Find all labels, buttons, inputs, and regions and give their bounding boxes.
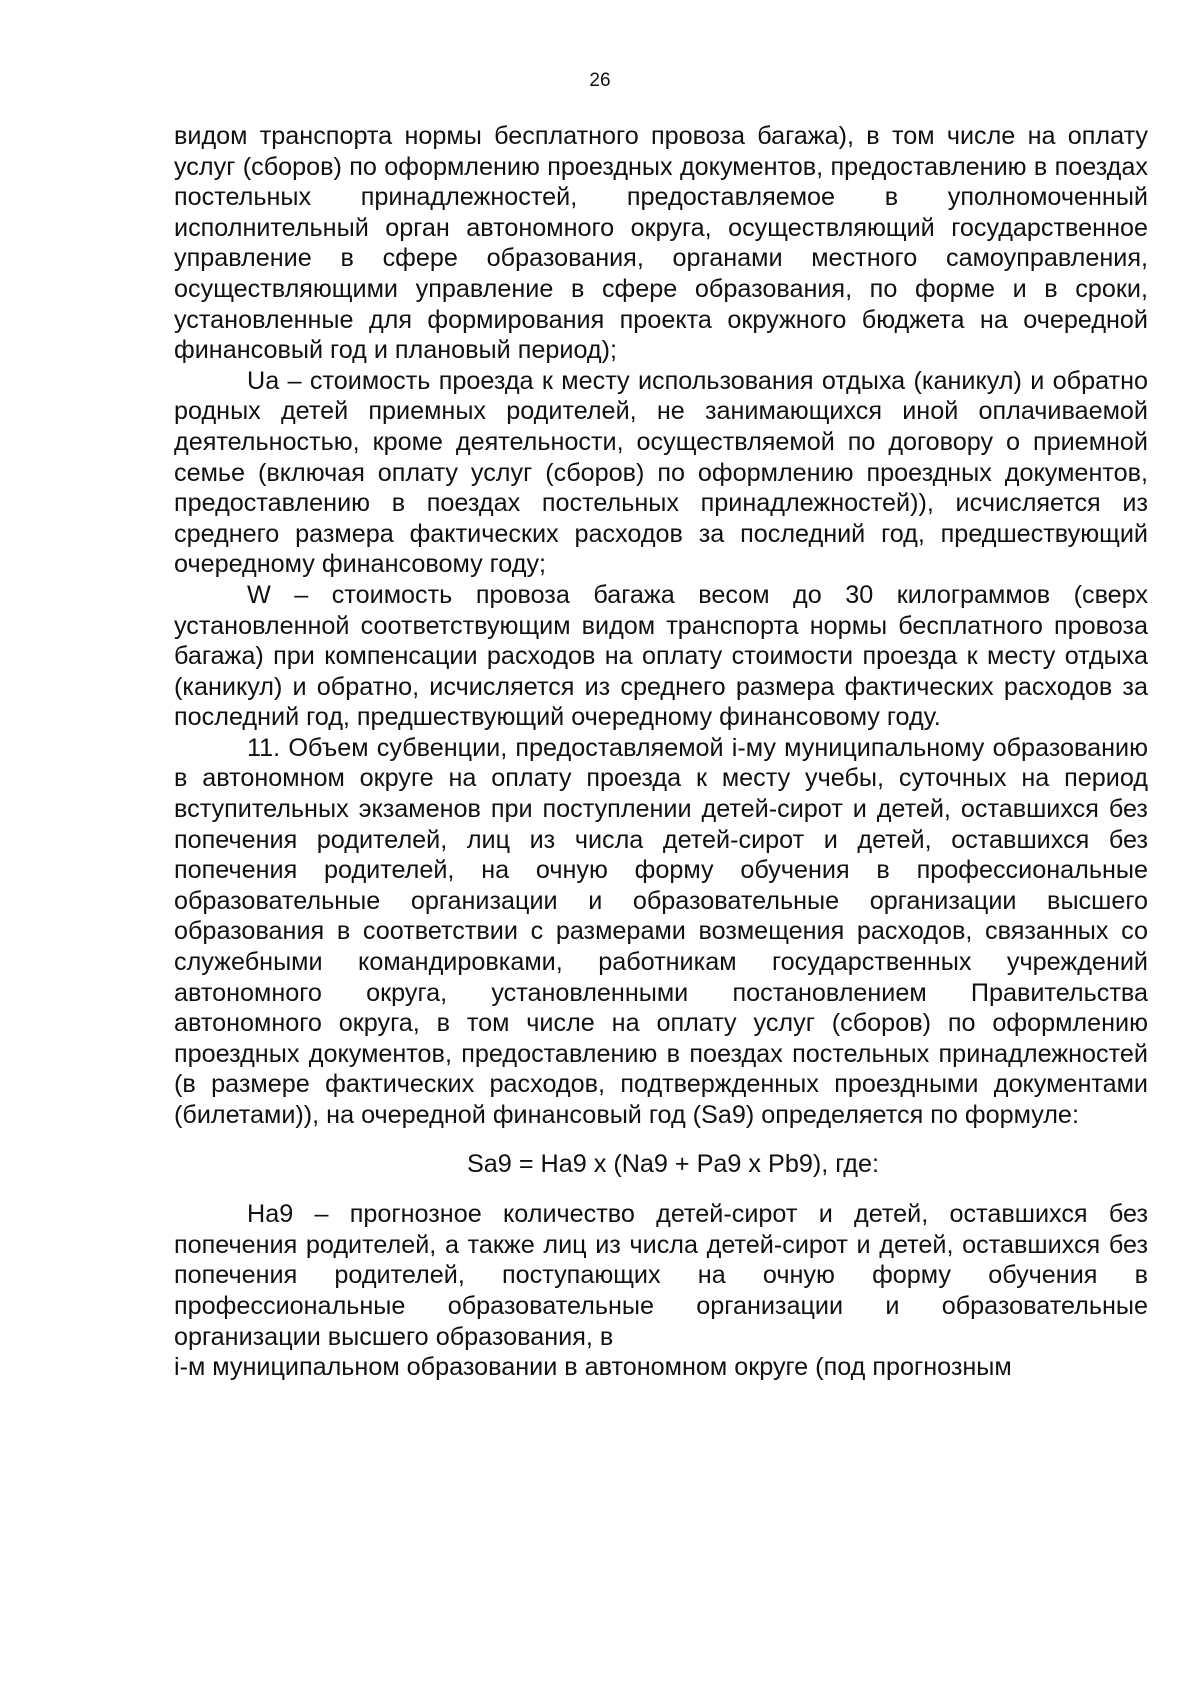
document-body [174, 121, 1148, 1383]
formula-sa9: Sa9 = Ha9 x (Na9 + Pa9 x Pb9), где: [467, 1149, 879, 1178]
paragraph-item-11: 11. Объем субвенции, предоставляемой i-му муниципальному образованию в автономном округе на оплату проезда к месту учебы, суточных на период вступительных экзаменов при поступлении детей-сирот и детей, оставшихся без попечения родителей, лиц из числа детей-сирот и детей, оставшихся без попечения родителей, на очную форму обучения в профессиональные образовательные организации и образовательные организации высшего образования в соответствии с размерами возмещения расходов, связанных со служебными командировками, работникам государственных учреждений автономного округа, установленными постановлением Правительства автономного округа, в том числе на оплату услуг (сборов) по оформлению проездных документов, предоставлению в поездах постельных принадлежностей (в размере фактических расходов, подтвержденных проездными документами (билетами)), на очередной финансовый год (Sa9) определяется по формуле: [174, 733, 1148, 1129]
paragraph-ua-definition: Ua – стоимость проезда к месту использования отдыха (каникул) и обратно родных детей приемных родителей, не занимающихся иной оплачиваемой деятельностью, кроме деятельности, осуществляемой по договору о приемной семье (включая оплату услуг (сборов) по оформлению проездных документов, предоставлению в поездах постельных принадлежностей)), исчисляется из среднего размера фактических расходов за последний год, предшествующий очередному финансовому году; [174, 366, 1148, 579]
paragraph-continuation: видом транспорта нормы бесплатного провоза багажа), в том числе на оплату услуг (сборов) по оформлению проездных документов, предоставлению в поездах постельных принадлежностей, предоставляемое в уполномоченный исполнительный орган автономного округа, осуществляющий государственное управление в сфере образования, органами местного самоуправления, осуществляющими управление в сфере образования, по форме и в сроки, установленные для формирования проекта окружного бюджета на очередной финансовый год и плановый период); [174, 122, 1148, 365]
paragraph-ha9-last-line: i-м муниципальном образовании в автономном округе (под прогнозным [174, 1353, 1012, 1382]
page-number: 26 [589, 70, 611, 91]
paragraph-ha9-text: Ha9 – прогнозное количество детей-сирот и детей, оставшихся без попечения родителей, а также лиц из числа детей-сирот и детей, оставшихся без попечения родителей, поступающих на очную форму обучения в профессиональные образовательные организации и образовательные организации высшего образования, в [174, 1200, 1148, 1351]
paragraph-w-definition: W – стоимость провоза багажа весом до 30 килограммов (сверх установленной соответствующим видом транспорта нормы бесплатного провоза багажа) при компенсации расходов на оплату стоимости проезда к месту отдыха (каникул) и обратно, исчисляется из среднего размера фактических расходов за последний год, предшествующий очередному финансовому году. [174, 580, 1148, 732]
paragraph-ha9-definition [174, 1199, 1148, 1383]
